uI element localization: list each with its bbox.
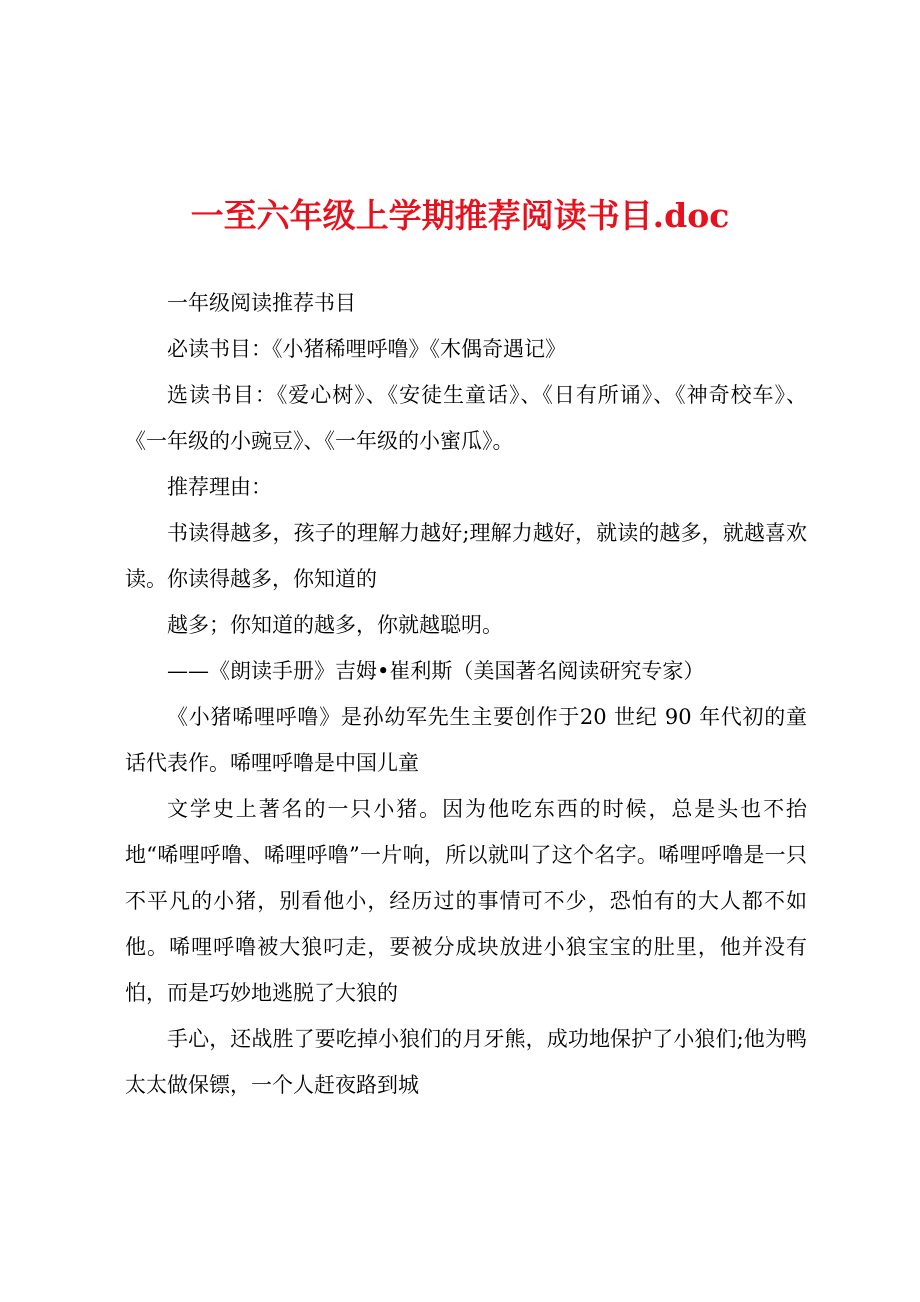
paragraph-required-reading: 必读书目：《小猪稀哩呼噜》《木偶奇遇记》 (167, 337, 566, 361)
paragraph-reason-text: 书读得越多，孩子的理解力越好;理解力越好，就读的越多，就越喜欢读。你读得越多，你知道的 (125, 521, 807, 591)
document-body (125, 280, 807, 1108)
paragraph-book-intro: 《小猪唏哩呼噜》是孙幼军先生主要创作于20 世纪 90 年代初的童话代表作。唏哩呼噜是中国儿童 (125, 705, 807, 775)
paragraph-optional-reading: 选读书目：《爱心树》、《安徒生童话》、《日有所诵》、《神奇校车》、《一年级的小豌豆》、《一年级的小蜜瓜》。 (125, 383, 807, 453)
paragraph-reason-continued: 越多；你知道的越多，你就越聪明。 (167, 613, 503, 637)
paragraph-book-story: 文学史上著名的一只小猪。因为他吃东西的时候，总是头也不抬地“唏哩呼噜、唏哩呼噜”一片响，所以就叫了这个名字。唏哩呼噜是一只不平凡的小猪，别看他小，经历过的事情可不少，恐怕有的大人都不如他。唏哩呼噜被大狼叼走，要被分成块放进小狼宝宝的肚里，他并没有怕，而是巧妙地逃脱了大狼的 (125, 797, 807, 1005)
paragraph-book-story-continued: 手心，还战胜了要吃掉小狼们的月牙熊，成功地保护了小狼们;他为鸭太太做保镖，一个人赶夜路到城 (125, 1027, 807, 1097)
document-title: 一至六年级上学期推荐阅读书目.doc (190, 196, 730, 235)
paragraph-reason-label: 推荐理由： (167, 475, 272, 499)
paragraph-quote-source: ——《朗读手册》吉姆•崔利斯（美国著名阅读研究专家） (167, 659, 705, 683)
paragraph-grade1-heading: 一年级阅读推荐书目 (167, 291, 356, 315)
